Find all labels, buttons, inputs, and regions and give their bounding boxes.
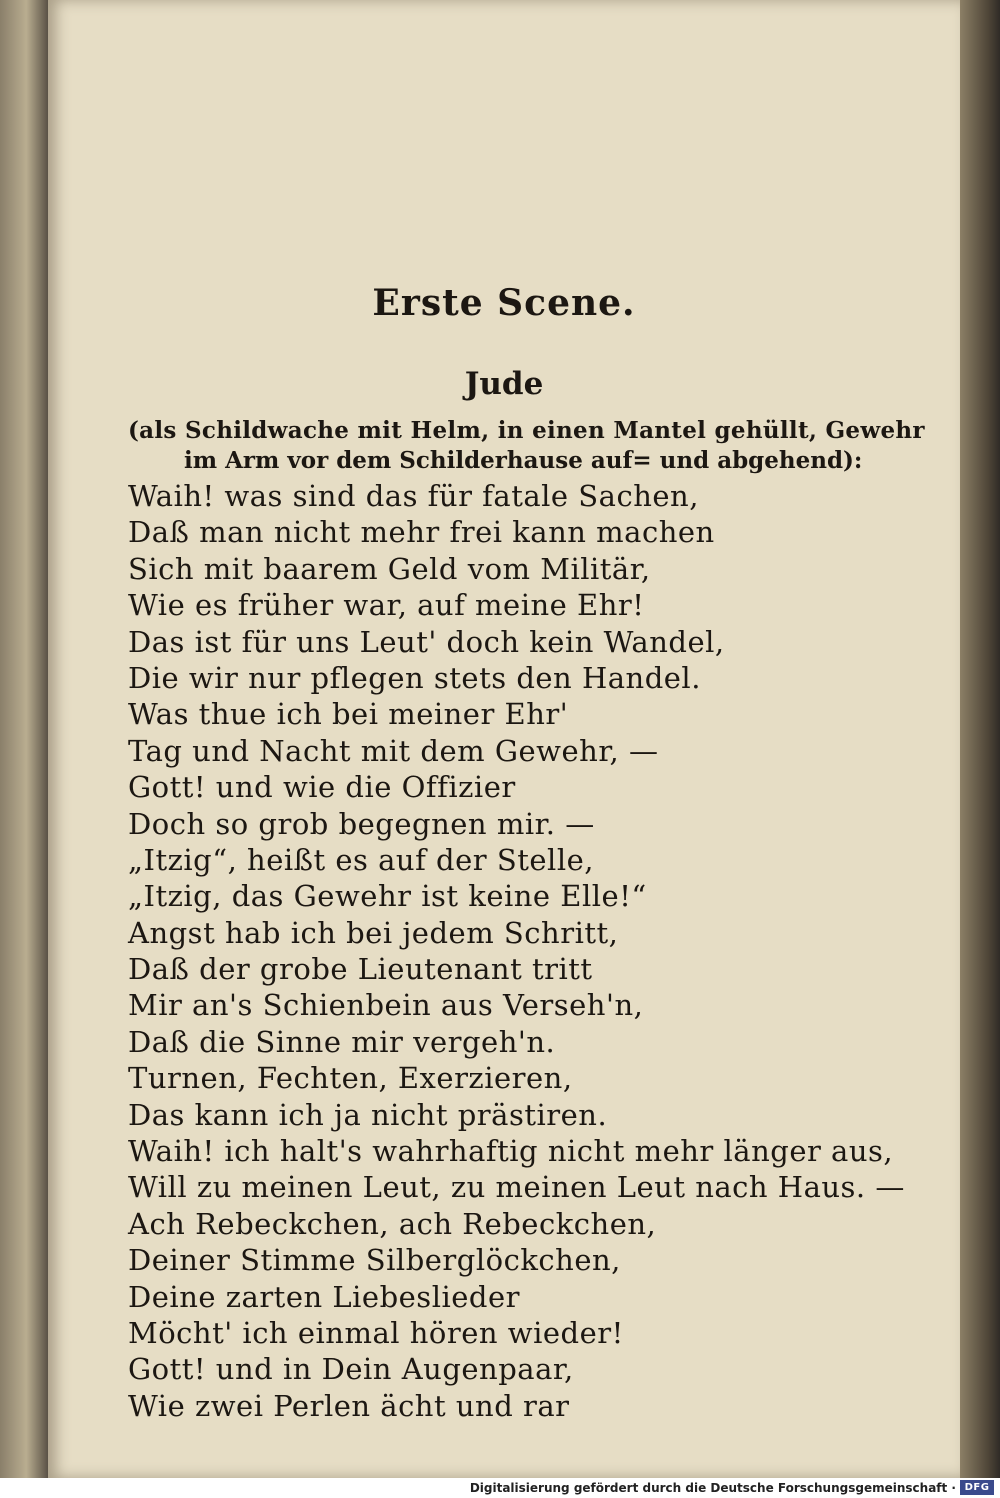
verse-line: „Itzig, das Gewehr ist keine Elle!“ xyxy=(128,879,647,914)
speaker-name: Jude xyxy=(464,366,544,402)
verse-line: Deiner Stimme Silberglöckchen, xyxy=(128,1243,621,1278)
verse-line: Gott! und in Dein Augenpaar, xyxy=(128,1352,574,1387)
stage-direction-line: im Arm vor dem Schilderhause auf= und abgehend): xyxy=(184,447,863,474)
verse-line: Daß die Sinne mir vergeh'n. xyxy=(128,1024,556,1059)
verse-line: Angst hab ich bei jedem Schritt, xyxy=(128,915,619,950)
verse-line: Will zu meinen Leut, zu meinen Leut nach Haus. — xyxy=(128,1170,905,1205)
verse-line: Was thue ich bei meiner Ehr' xyxy=(128,697,569,732)
dfg-logo: DFG xyxy=(960,1480,994,1495)
verse-line: Das kann ich ja nicht prästiren. xyxy=(128,1097,608,1132)
verse-line: Tag und Nacht mit dem Gewehr, — xyxy=(128,733,659,768)
verse-line: Wie zwei Perlen ächt und rar xyxy=(128,1388,570,1423)
footer-credit: Digitalisierung gefördert durch die Deutsche Forschungsgemeinschaft · xyxy=(469,1481,956,1495)
verse-line: Mir an's Schienbein aus Verseh'n, xyxy=(128,988,644,1023)
verse-line: Daß man nicht mehr frei kann machen xyxy=(128,515,715,550)
adjacent-page-edge xyxy=(0,0,48,1498)
verse-line: Turnen, Fechten, Exerzieren, xyxy=(128,1061,573,1096)
verse-list xyxy=(128,478,958,1424)
stage-direction xyxy=(128,416,948,476)
verse-line: Waih! ich halt's wahrhaftig nicht mehr länger aus, xyxy=(128,1134,894,1169)
verse-line: Ach Rebeckchen, ach Rebeckchen, xyxy=(128,1206,657,1241)
verse-line: Möcht' ich einmal hören wieder! xyxy=(128,1315,624,1350)
verse-line: Das ist für uns Leut' doch kein Wandel, xyxy=(128,624,725,659)
stage-direction-line: (als Schildwache mit Helm, in einen Mantel gehüllt, Gewehr xyxy=(128,417,925,444)
verse-line: Die wir nur pflegen stets den Handel. xyxy=(128,660,701,695)
digitization-footer xyxy=(0,1478,1000,1498)
verse-line: Waih! was sind das für fatale Sachen, xyxy=(128,479,699,513)
scene-title: Erste Scene. xyxy=(372,282,636,324)
verse-line: „Itzig“, heißt es auf der Stelle, xyxy=(128,842,594,877)
book-page xyxy=(48,0,960,1478)
verse-line: Deine zarten Liebeslieder xyxy=(128,1279,520,1314)
verse-line: Sich mit baarem Geld vom Militär, xyxy=(128,551,651,586)
verse-line: Doch so grob begegnen mir. — xyxy=(128,806,595,841)
verse-line: Wie es früher war, auf meine Ehr! xyxy=(128,588,645,623)
verse-line: Gott! und wie die Offizier xyxy=(128,770,516,805)
verse-line: Daß der grobe Lieutenant tritt xyxy=(128,952,593,987)
book-spine-edge xyxy=(960,0,1000,1478)
